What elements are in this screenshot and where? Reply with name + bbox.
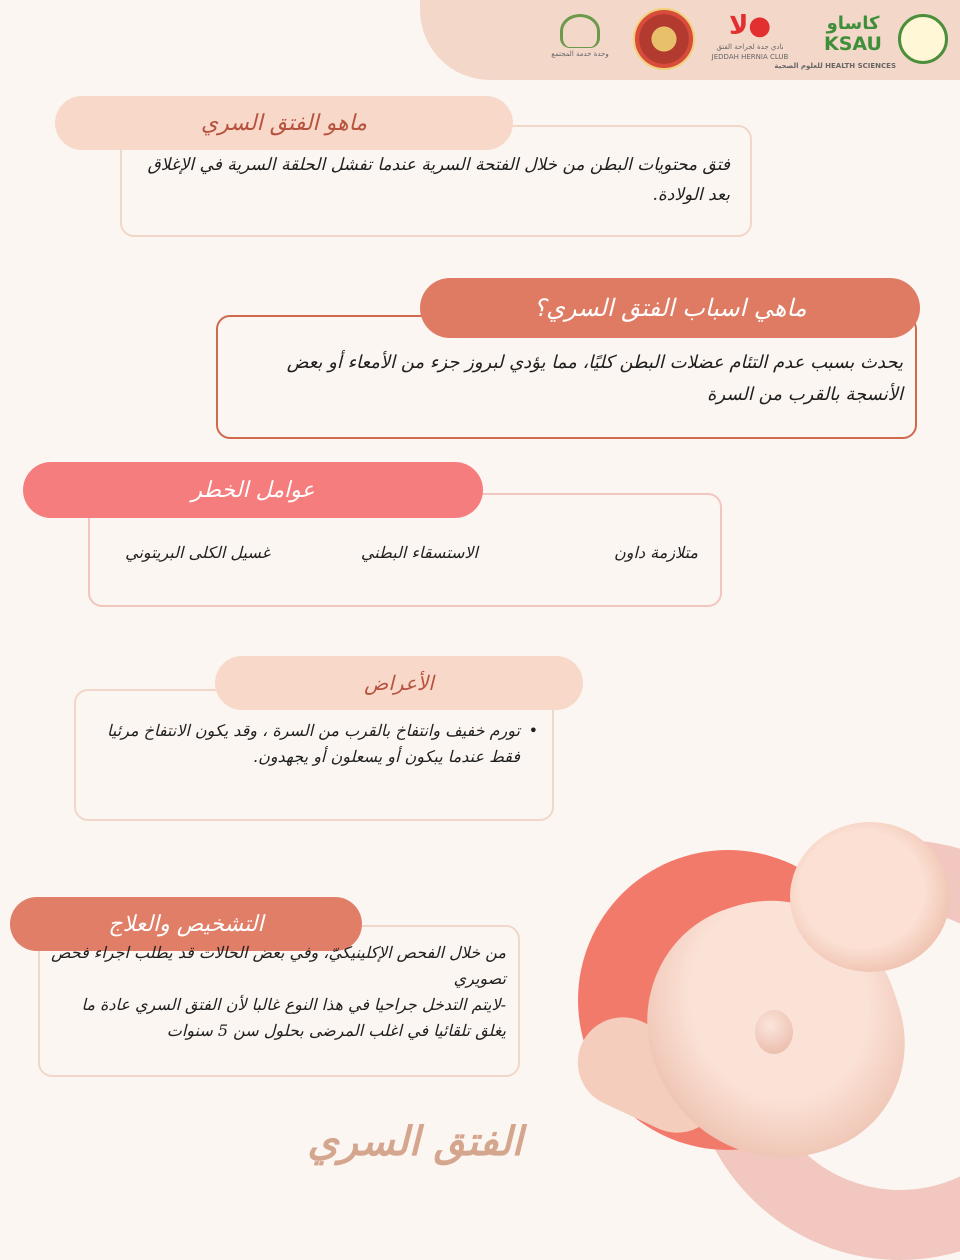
diagnosis-body (48, 940, 506, 1044)
ksau-logo (774, 8, 950, 70)
hernia-club-arabic: نادي جدة لجراحة الفتق (716, 43, 784, 51)
risk-factor-item: متلازمة داون (614, 543, 698, 562)
hernia-bulge-illustration (755, 1010, 793, 1054)
ksau-emblem-icon (898, 14, 948, 64)
footer-title: الفتق السري (307, 1118, 523, 1165)
what-is-body: فتق محتويات البطن من خلال الفتحة السرية عندما تفشل الحلقة السرية في الإغلاق بعد الولادة. (147, 155, 730, 205)
causes-body: يحدث بسبب عدم التئام عضلات البطن كليًا، مما يؤدي لبروز جزء من الأمعاء أو بعض الأنسجة بالقرب من السرة (286, 352, 903, 405)
causes-title: ماهي اسباب الفتق السري؟ (420, 278, 920, 338)
ksau-arabic: كاساو (826, 13, 880, 34)
risk-factor-item: الاستسقاء البطني (360, 543, 478, 562)
hernia-club-logo (700, 6, 800, 66)
community-service-caption: وحدة خدمة المجتمع (551, 50, 609, 58)
diagnosis-title: التشخيص والعلاج (10, 897, 362, 951)
society-emblem-icon (633, 8, 695, 70)
ksau-caption: HEALTH SCIENCES للعلوم الصحية (774, 62, 896, 70)
risk-factor-item: غسيل الكلى البريتوني (125, 543, 270, 562)
diagnosis-line: من خلال الفحص الإكلينيكيّ، وفي بعض الحالات قد يطلب اجراء فحص تصويري (46, 943, 506, 988)
what-is-title: ماهو الفتق السري (55, 96, 513, 150)
hernia-club-mark-icon: ●ﻻ (728, 11, 772, 41)
community-leaf-icon (560, 14, 600, 48)
risk-factors-title: عوامل الخطر (23, 462, 483, 518)
symptoms-title: الأعراض (215, 656, 583, 710)
symptom-item: • تورم خفيف وانتفاخ بالقرب من السرة ، وقد يكون الانتفاخ مرئيا فقط عندما يبكون أو يسعلون أو يجهدون. (90, 718, 538, 770)
hernia-club-latin: JEDDAH HERNIA CLUB (711, 53, 789, 61)
symptoms-list (90, 718, 538, 770)
community-service-logo (540, 4, 620, 68)
diagnosis-line: -لايتم التدخل جراحيا في هذا النوع غالبا لأن الفتق السري عادة ما يغلق تلقائيا في اغلب المرضى بحلول سن 5 سنوات (76, 995, 506, 1040)
ksau-latin: KSAU (824, 33, 882, 55)
baby-head-illustration (790, 822, 950, 972)
